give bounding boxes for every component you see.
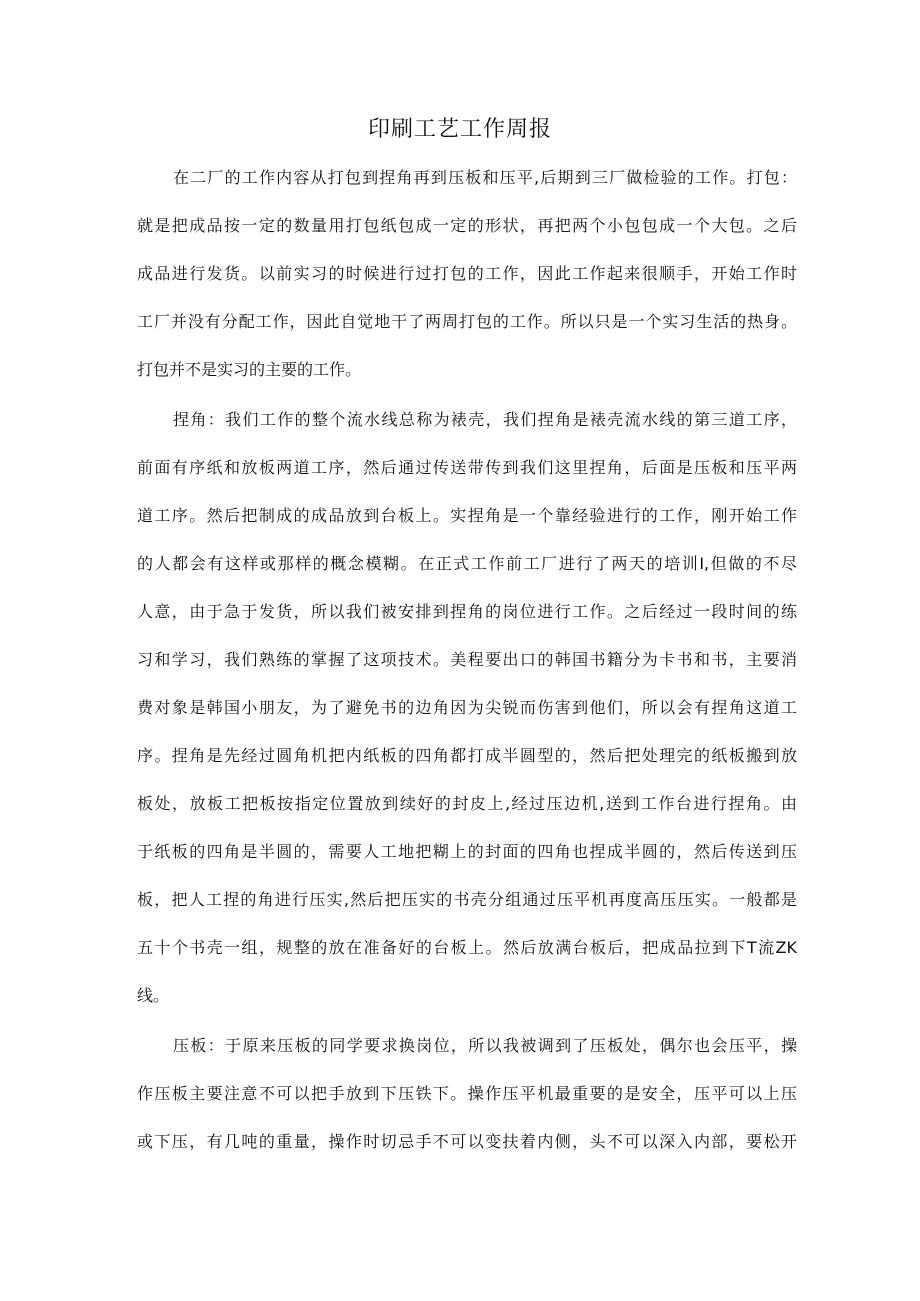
paragraph-line: 捏角：我们工作的整个流水线总称为裱壳，我们捏角是裱壳流水线的第三道工序， bbox=[173, 410, 797, 429]
paragraph-line: 板，把人工捏的角进行压实,然后把压实的书壳分组通过压平机再度高压压实。一般都是 bbox=[137, 890, 797, 909]
paragraph-line: 作压板主要注意不可以把手放到下压铁下。操作压平机最重要的是安全，压平可以上压 bbox=[137, 1084, 797, 1103]
paragraph-line: 费对象是韩国小朋友，为了避免书的边角因为尖锐而伤害到他们，所以会有捏角这道工 bbox=[137, 698, 797, 717]
paragraph-line: 成品进行发货。以前实习的时候进行过打包的工作，因此工作起来很顺手，开始工作时 bbox=[137, 264, 797, 283]
paragraph-line: 线。 bbox=[137, 986, 170, 1005]
paragraph-line: 打包并不是实习的主要的工作。 bbox=[137, 360, 362, 379]
page-title: 印刷工艺工作周报 bbox=[367, 117, 552, 142]
paragraph-line: 在二厂的工作内容从打包到捏角再到压板和压平,后期到三厂做检验的工作。打包： bbox=[173, 168, 797, 187]
paragraph-line: 板处，放板工把板按指定位置放到续好的封皮上,经过压边机,送到工作台进行捏角。由 bbox=[137, 794, 797, 813]
paragraph-line: 的人都会有这样或那样的概念模糊。在正式工作前工厂进行了两天的培训I,但做的不尽 bbox=[137, 554, 797, 573]
paragraph-line: 压板：于原来压板的同学要求换岗位，所以我被调到了压板处，偶尔也会压平，操 bbox=[173, 1036, 797, 1055]
paragraph-line: 五十个书壳一组，规整的放在准备好的台板上。然后放满台板后，把成品拉到下T流ZK bbox=[137, 938, 797, 957]
paragraph-line: 或下压，有几吨的重量，操作时切忌手不可以变扶着内侧，头不可以深入内部，要松开 bbox=[137, 1132, 797, 1151]
paragraph-line: 习和学习，我们熟练的掌握了这项技术。美程要出口的韩国书籍分为卡书和书，主要消 bbox=[137, 650, 797, 669]
paragraph-line: 序。捏角是先经过圆角机把内纸板的四角都打成半圆型的，然后把处理完的纸板搬到放 bbox=[137, 746, 797, 765]
paragraph-line: 前面有序纸和放板两道工序，然后通过传送带传到我们这里捏角，后面是压板和压平两 bbox=[137, 458, 797, 477]
paragraph-line: 就是把成品按一定的数量用打包纸包成一定的形状，再把两个小包包成一个大包。之后 bbox=[137, 216, 797, 235]
paragraph-line: 道工序。然后把制成的成品放到台板上。实捏角是一个靠经验进行的工作，刚开始工作 bbox=[137, 506, 797, 525]
paragraph-line: 工厂并没有分配工作，因此自觉地干了两周打包的工作。所以只是一个实习生活的热身。 bbox=[137, 312, 797, 331]
paragraph-line: 人意，由于急于发货，所以我们被安排到捏角的岗位进行工作。之后经过一段时间的练 bbox=[137, 602, 797, 621]
paragraph-line: 于纸板的四角是半圆的，需要人工地把糊上的封面的四角也捏成半圆的，然后传送到压 bbox=[137, 842, 797, 861]
